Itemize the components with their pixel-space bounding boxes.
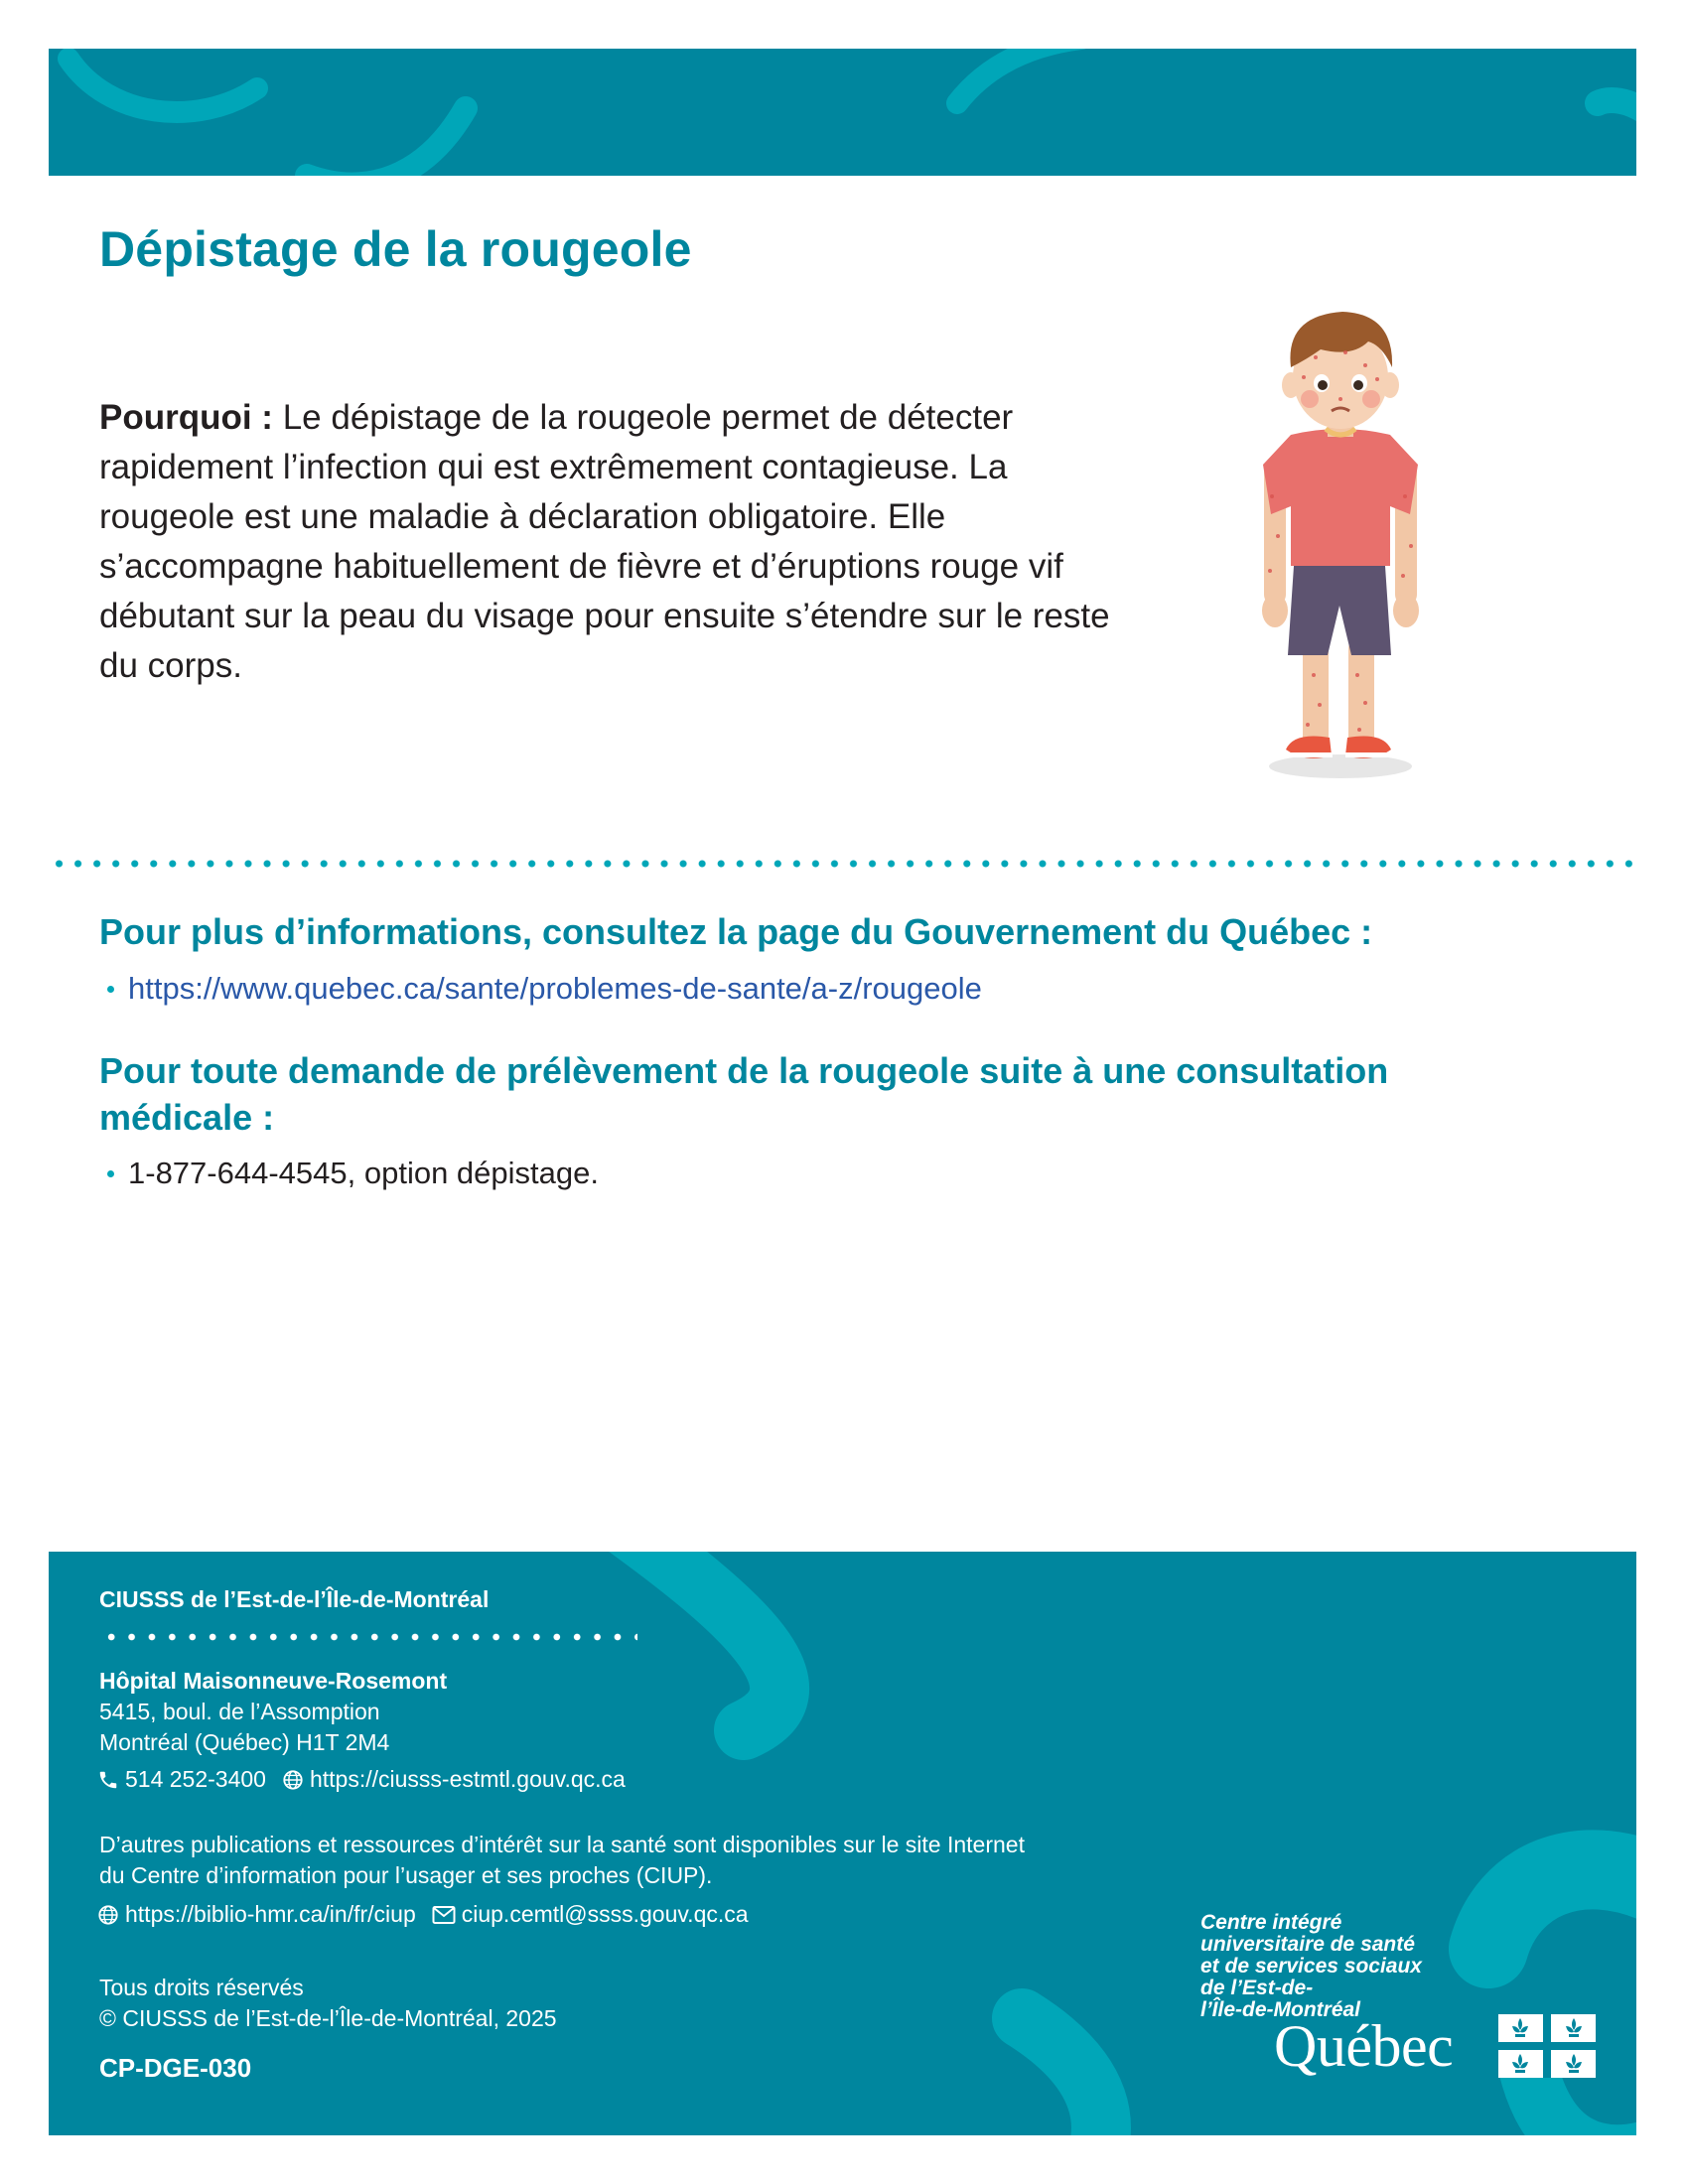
logo-line-4: de l’Est-de- <box>1200 1977 1314 1999</box>
footer <box>49 1552 1636 2135</box>
phone-number[interactable]: 514 252-3400 <box>125 1766 266 1792</box>
ciusss-logo-text <box>1200 1912 1498 2021</box>
resources-text: D’autres publications et ressources d’intérêt sur la santé sont disponibles sur le site Internet du Centre d’information pour l’usager et ses proches (CIUP). <box>99 1832 1025 1888</box>
quebec-wordmark: Québec <box>1274 2013 1454 2079</box>
quebec-rougeole-link[interactable]: https://www.quebec.ca/sante/problemes-de-sante/a-z/rougeole <box>128 971 982 1006</box>
globe-icon <box>282 1769 304 1791</box>
logo-line-2: universitaire de santé <box>1200 1933 1415 1956</box>
dotted-divider <box>50 860 1638 868</box>
document-code: CP-DGE-030 <box>99 2053 252 2083</box>
more-info-heading: Pour plus d’informations, consultez la page du Gouvernement du Québec : <box>99 911 1373 952</box>
address-line-2: Montréal (Québec) H1T 2M4 <box>99 1729 390 1755</box>
sampling-list-item <box>107 1156 599 1191</box>
intro-paragraph <box>99 393 1112 691</box>
bullet-dot <box>107 986 114 993</box>
intro-lead: Pourquoi : <box>99 398 273 437</box>
envelope-icon <box>432 1905 456 1925</box>
rights-line-2: © CIUSSS de l’Est-de-l’Île-de-Montréal, 2025 <box>99 2005 557 2031</box>
intro-text: Le dépistage de la rougeole permet de détecter rapidement l’infection qui est extrêmement contagieuse. La rougeole est une maladie à déclaration obligatoire. Elle s’accompagne habituellement de fièvre et d’éruptions rouge vif débutant sur la peau du visage pour ensuite s’étendre sur le reste du corps. <box>99 398 1110 685</box>
hospital-name: Hôpital Maisonneuve-Rosemont <box>99 1668 448 1694</box>
rights-notice <box>99 1973 557 2034</box>
globe-icon <box>97 1904 119 1926</box>
sick-child-illustration <box>1246 308 1435 784</box>
website-link[interactable]: https://ciusss-estmtl.gouv.qc.ca <box>309 1766 626 1792</box>
banner-decoration <box>49 49 1636 176</box>
ciup-email[interactable]: ciup.cemtl@ssss.gouv.qc.ca <box>461 1901 749 1927</box>
logo-line-5: l’Île-de-Montréal <box>1200 1998 1361 2021</box>
page-title: Dépistage de la rougeole <box>99 221 692 277</box>
footer-dotted-divider <box>101 1633 637 1641</box>
ciup-link[interactable]: https://biblio-hmr.ca/in/fr/ciup <box>125 1901 416 1927</box>
quebec-flag-icon <box>1498 2014 1596 2078</box>
hospital-address <box>99 1666 447 1758</box>
phone-icon <box>97 1769 119 1791</box>
logo-line-1: Centre intégré <box>1200 1911 1342 1934</box>
more-info-list-item <box>107 971 982 1007</box>
contact-row <box>97 1766 626 1793</box>
logo-line-3: et de services sociaux <box>1200 1955 1422 1978</box>
ciup-links-row <box>97 1901 749 1928</box>
bullet-dot <box>107 1170 114 1177</box>
sampling-phone: 1-877-644-4545, option dépistage. <box>128 1156 599 1190</box>
address-line-1: 5415, boul. de l’Assomption <box>99 1699 380 1724</box>
top-banner <box>49 49 1636 176</box>
footer-org-name: CIUSSS de l’Est-de-l’Île-de-Montréal <box>99 1586 490 1612</box>
sampling-heading: Pour toute demande de prélèvement de la rougeole suite à une consultation médicale : <box>99 1050 1389 1138</box>
rights-line-1: Tous droits réservés <box>99 1975 304 2000</box>
